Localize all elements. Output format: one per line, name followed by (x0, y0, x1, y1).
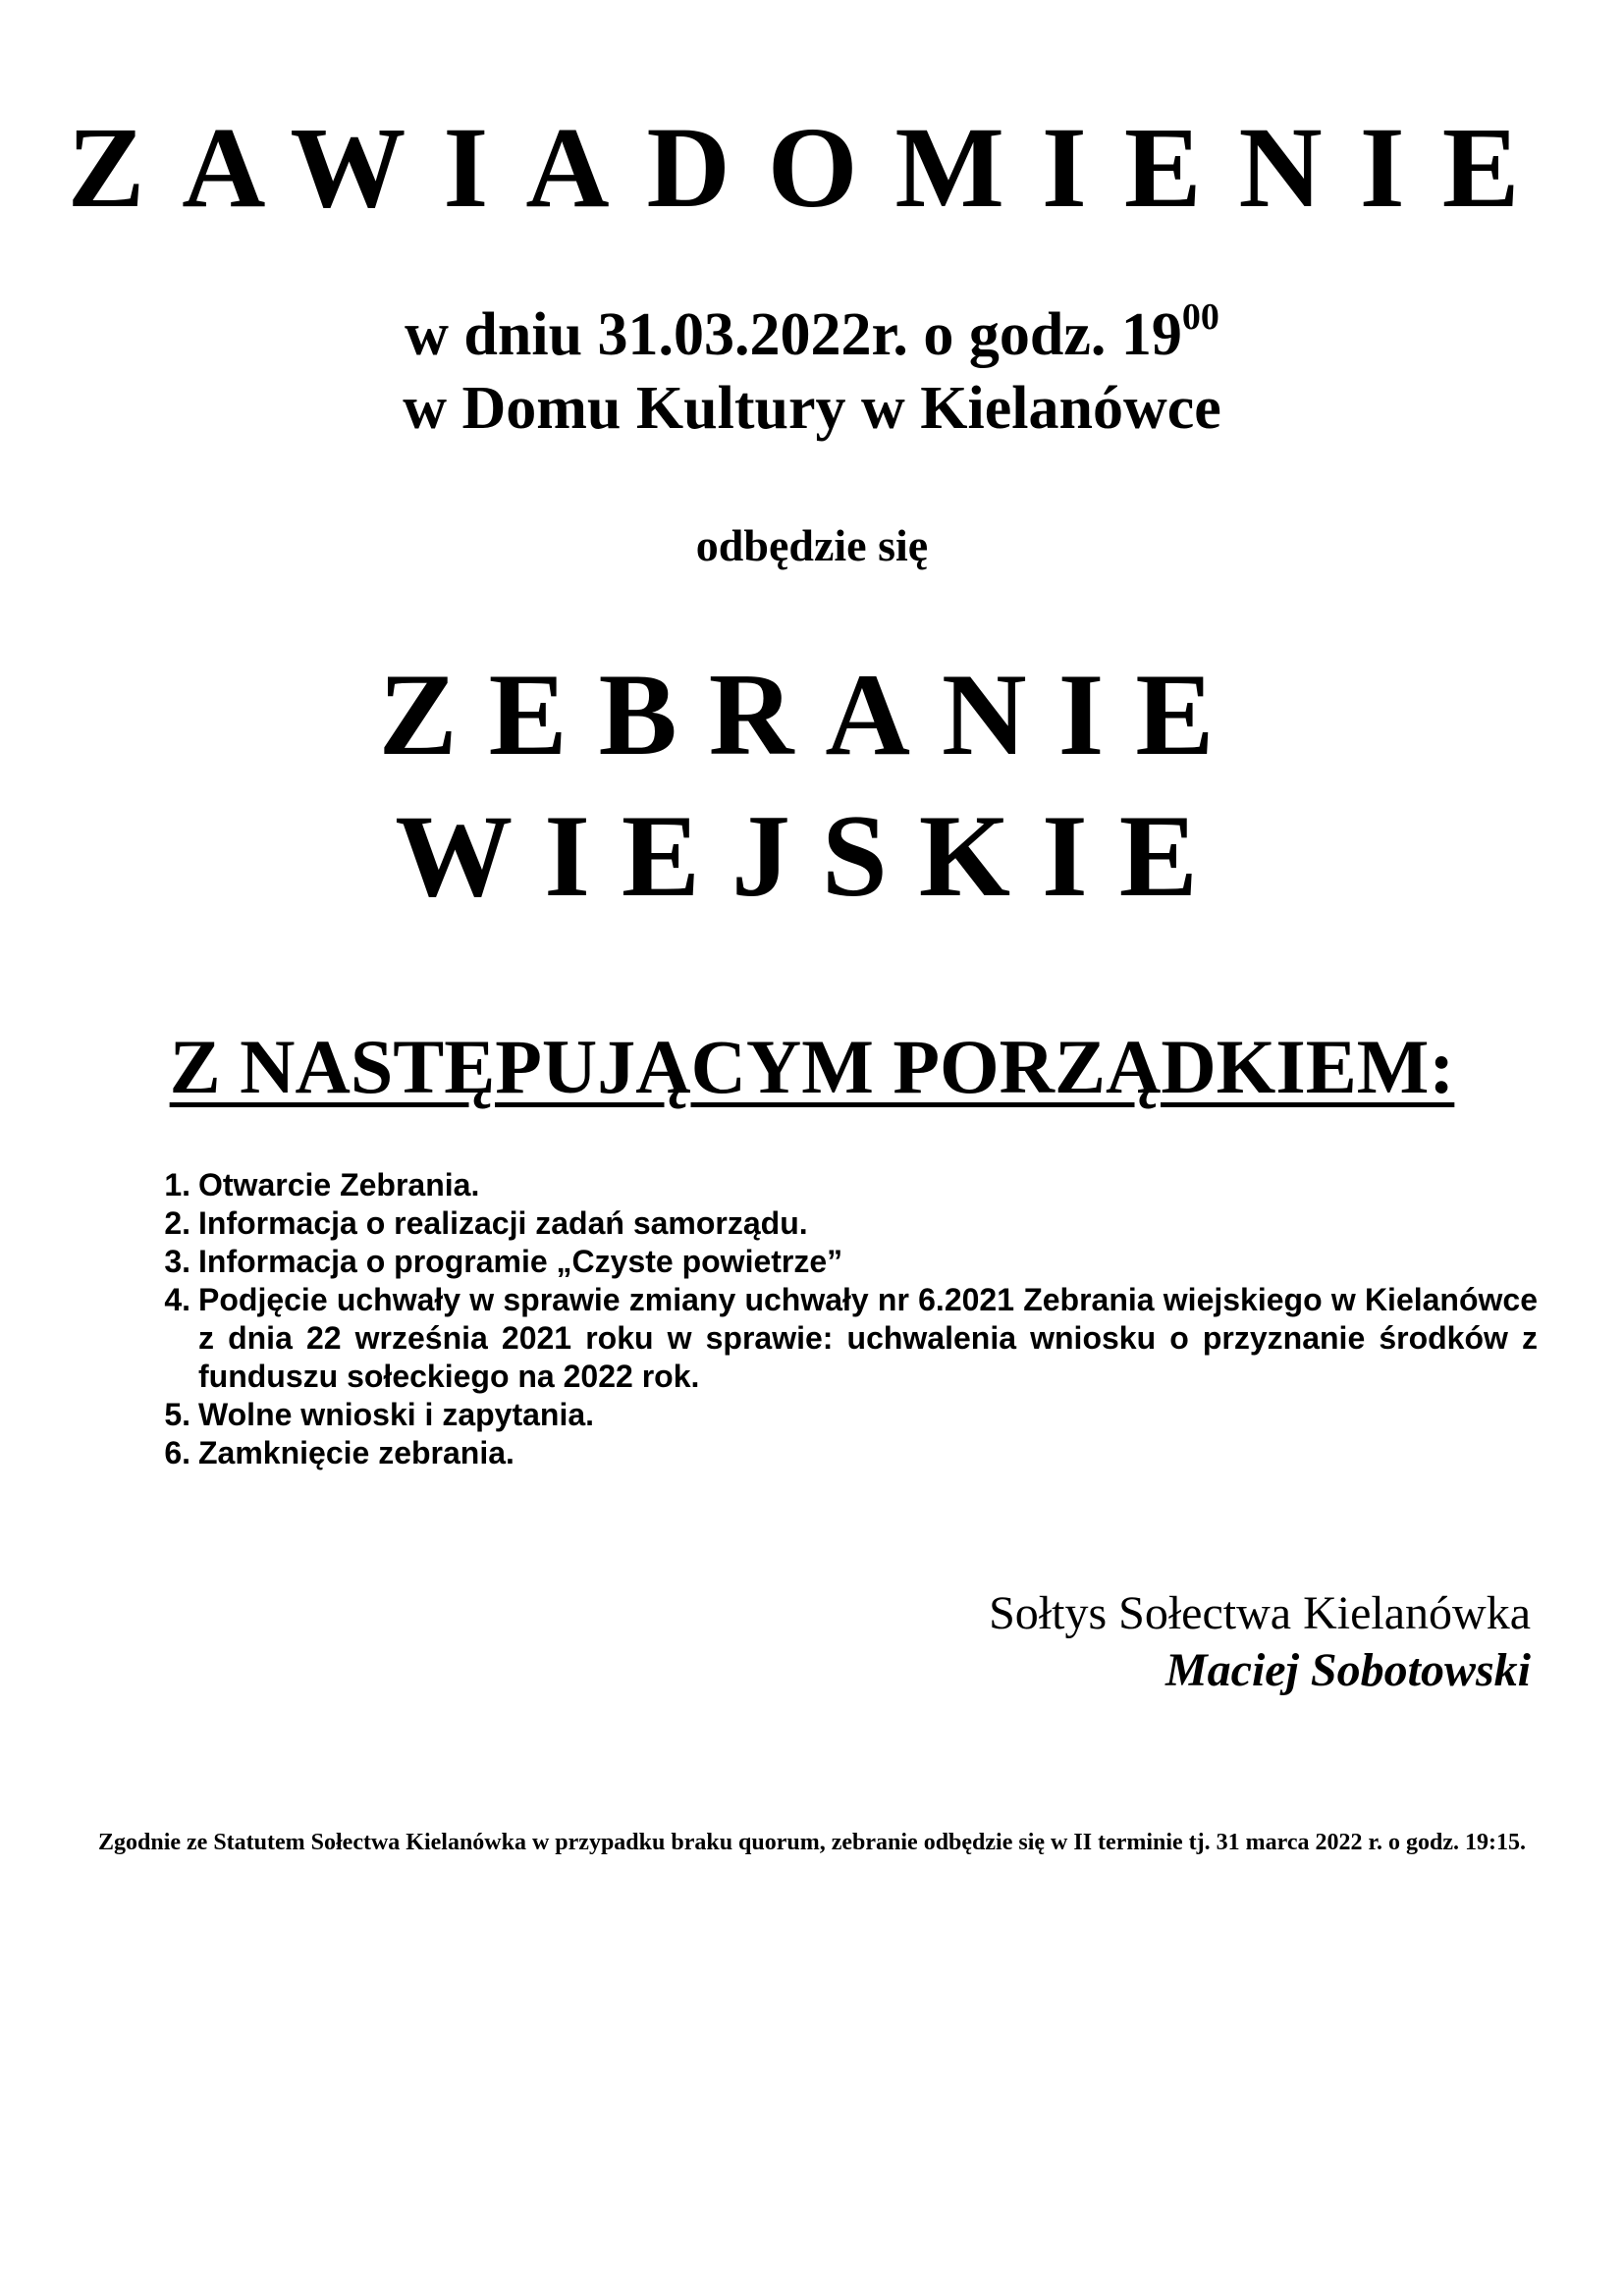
agenda-item-text: Informacja o realizacji zadań samorządu. (198, 1205, 808, 1241)
agenda-item (147, 1434, 1538, 1472)
agenda-item (147, 1396, 1538, 1434)
date-text: w dniu 31.03.2022r. o godz. 19 (405, 301, 1182, 368)
agenda-item-number: 5. (164, 1397, 190, 1432)
agenda-list (147, 1166, 1538, 1472)
agenda-item-text: Informacja o programie „Czyste powietrze” (198, 1244, 843, 1279)
signature-name: Maciej Sobotowski (1164, 1644, 1531, 1696)
signature-block (989, 1585, 1531, 1699)
signature-role: Sołtys Sołectwa Kielanówka (989, 1587, 1531, 1639)
agenda-heading-text: Z NASTĘPUJĄCYM PORZĄDKIEM: (169, 1024, 1455, 1109)
agenda-heading (0, 1024, 1624, 1109)
notice-heading: ZAWIADOMIENIE (67, 103, 1557, 232)
agenda-item-text: Podjęcie uchwały w sprawie zmiany uchwały nr 6.2021 Zebrania wiejskiego w Kielanówce z dnia 22 września 2021 roku w sprawie: uchwalenia wniosku o przyznanie środków z funduszu sołeckiego na 2022 rok. (198, 1282, 1538, 1394)
agenda-item (147, 1281, 1538, 1396)
agenda-item-text: Wolne wnioski i zapytania. (198, 1397, 595, 1432)
agenda-item-number: 3. (164, 1244, 190, 1279)
agenda-item (147, 1166, 1538, 1204)
meeting-title-line-1: ZEBRANIE (378, 649, 1246, 779)
agenda-item (147, 1204, 1538, 1243)
agenda-item-number: 1. (164, 1167, 190, 1202)
agenda-item-text: Otwarcie Zebrania. (198, 1167, 480, 1202)
date-line (0, 296, 1624, 368)
agenda-item-number: 4. (164, 1282, 190, 1317)
time-minutes-superscript: 00 (1181, 296, 1219, 339)
place-line: w Domu Kultury w Kielanówce (403, 375, 1221, 442)
agenda-item-text: Zamknięcie zebrania. (198, 1435, 514, 1470)
agenda-item-number: 6. (164, 1435, 190, 1470)
agenda-item-number: 2. (164, 1205, 190, 1241)
agenda-item (147, 1243, 1538, 1281)
quorum-footnote: Zgodnie ze Statutem Sołectwa Kielanówka w przypadku braku quorum, zebranie odbędzie się w II terminie tj. 31 marca 2022 r. o godz. 19:15. (98, 1830, 1526, 1855)
meeting-title-line-2: WIEJSKIE (395, 790, 1229, 921)
will-take-place-text: odbędzie się (695, 520, 929, 570)
